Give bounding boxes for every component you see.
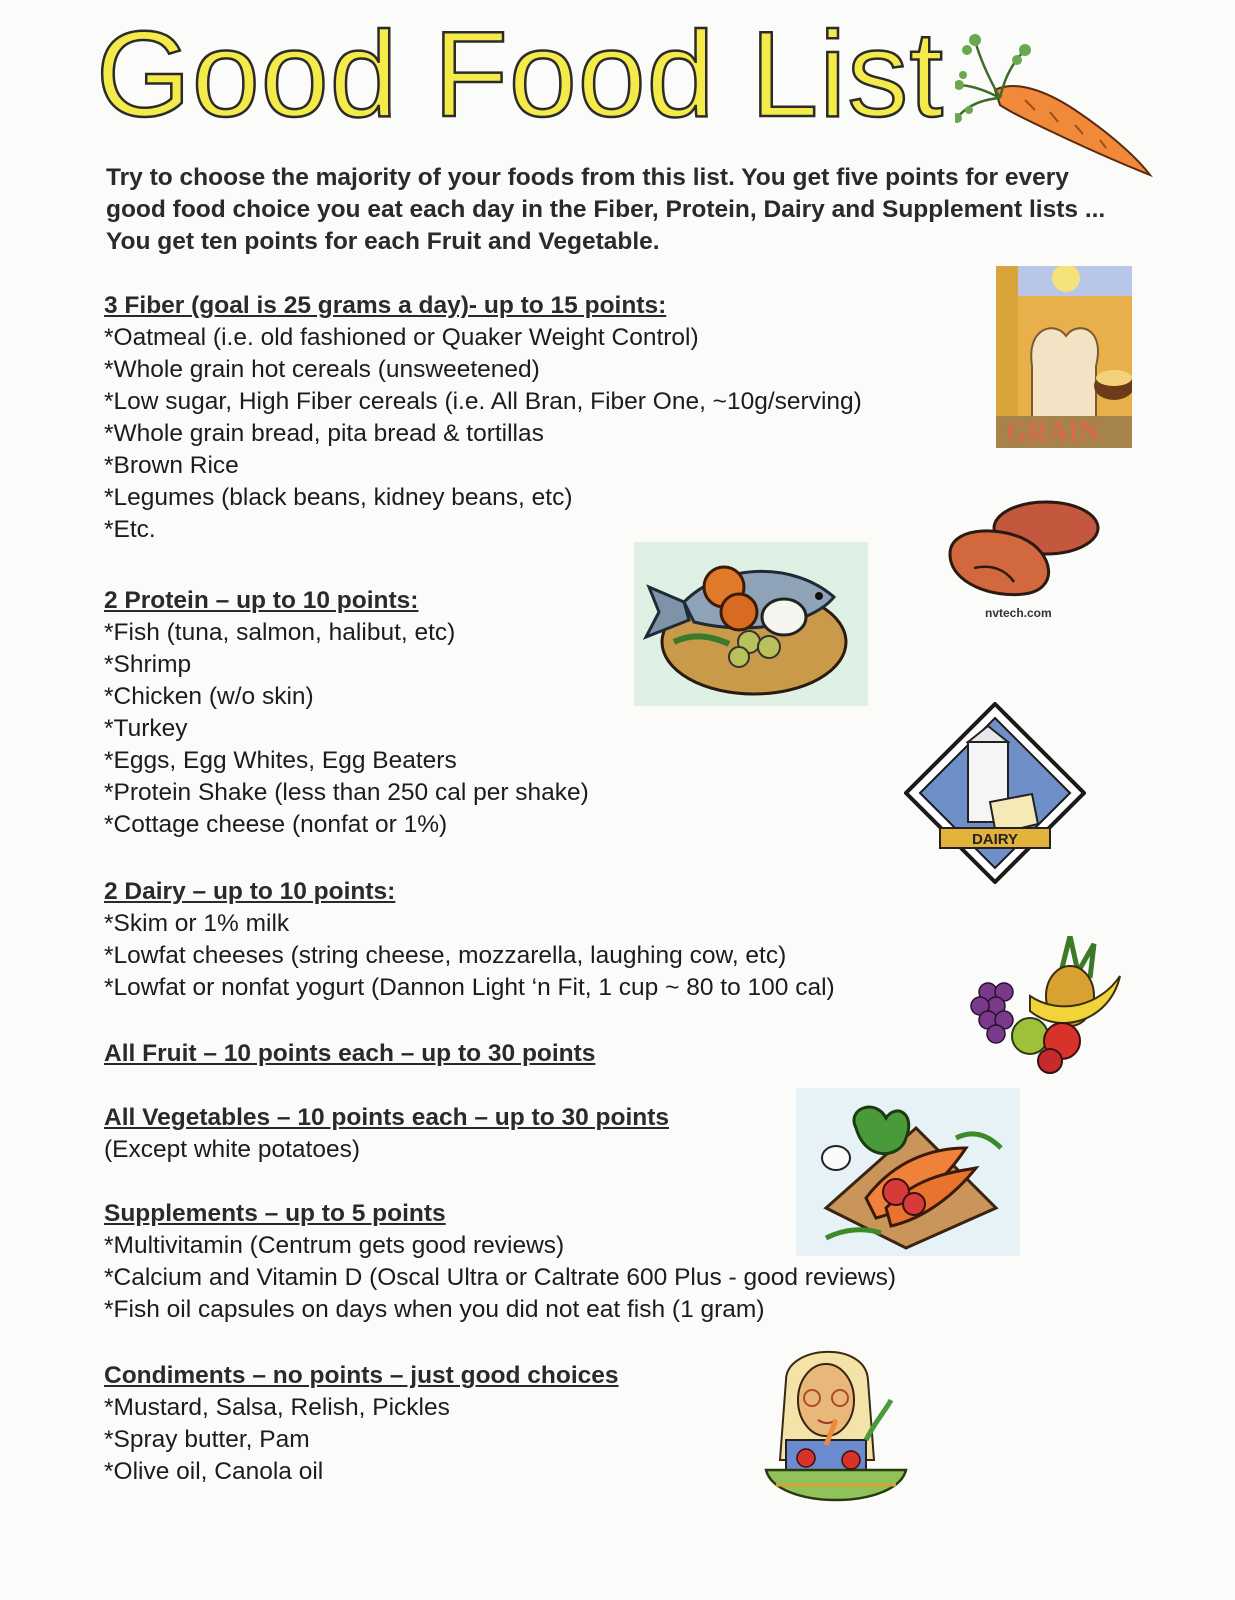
vegetables-section	[104, 1102, 669, 1166]
dairy-section	[104, 876, 835, 1004]
beans-image	[944, 498, 1104, 602]
carrot-icon	[955, 30, 1175, 180]
condiments-heading: Condiments – no points – just good choices	[104, 1362, 619, 1389]
condiments-section	[104, 1360, 619, 1488]
fiber-heading: 3 Fiber (goal is 25 grams a day)- up to 15 points:	[104, 292, 667, 319]
grain-label: GRAIN	[1006, 417, 1100, 448]
fish-plate-image	[634, 542, 868, 706]
list-item: *Oatmeal (i.e. old fashioned or Quaker Weight Control)	[104, 324, 699, 351]
grain-bread-image	[996, 266, 1132, 448]
supplements-heading: Supplements – up to 5 points	[104, 1200, 446, 1227]
vegetables-heading: All Vegetables – 10 points each – up to 30 points	[104, 1104, 670, 1131]
protein-heading: 2 Protein – up to 10 points:	[104, 587, 419, 614]
fruit-image	[970, 936, 1125, 1076]
list-item: *Turkey	[104, 715, 188, 742]
dairy-image	[904, 702, 1086, 884]
list-item: *Protein Shake (less than 250 cal per shake)	[104, 779, 589, 806]
list-item: *Fish (tuna, salmon, halibut, etc)	[104, 619, 456, 646]
page-title: Good Food List	[96, 6, 945, 142]
list-item: *Etc.	[104, 516, 156, 543]
list-item: *Lowfat or nonfat yogurt (Dannon Light ‘n Fit, 1 cup ~ 80 to 100 cal)	[104, 974, 835, 1001]
list-item: *Low sugar, High Fiber cereals (i.e. All Bran, Fiber One, ~10g/serving)	[104, 388, 862, 415]
fruit-heading: All Fruit – 10 points each – up to 30 points	[104, 1040, 596, 1067]
fruit-section	[104, 1038, 595, 1070]
list-item: *Lowfat cheeses (string cheese, mozzarella, laughing cow, etc)	[104, 942, 787, 969]
protein-section	[104, 585, 589, 841]
list-item: *Eggs, Egg Whites, Egg Beaters	[104, 747, 457, 774]
list-item: *Fish oil capsules on days when you did not eat fish (1 gram)	[104, 1296, 765, 1323]
supplements-section	[104, 1198, 896, 1326]
salad-woman-image	[756, 1340, 916, 1522]
dairy-label: DAIRY	[971, 831, 1019, 848]
vegetables-note: (Except white potatoes)	[104, 1136, 361, 1163]
list-item: *Brown Rice	[104, 452, 239, 479]
list-item: *Shrimp	[104, 651, 192, 678]
list-item: *Spray butter, Pam	[104, 1426, 310, 1453]
dairy-heading: 2 Dairy – up to 10 points:	[104, 878, 396, 905]
list-item: *Whole grain bread, pita bread & tortillas	[104, 420, 544, 447]
list-item: *Cottage cheese (nonfat or 1%)	[104, 811, 448, 838]
list-item: *Skim or 1% milk	[104, 910, 290, 937]
vegetables-image	[796, 1088, 1020, 1256]
list-item: *Whole grain hot cereals (unsweetened)	[104, 356, 540, 383]
list-item: *Calcium and Vitamin D (Oscal Ultra or Caltrate 600 Plus - good reviews)	[104, 1264, 897, 1291]
intro-paragraph: Try to choose the majority of your foods from this list. You get five points for every good food choice you eat each day in the Fiber, Protein, Dairy and Supplement lists ... You get ten points for each Fruit and Vegetable.	[106, 164, 1106, 255]
list-item: *Chicken (w/o skin)	[104, 683, 314, 710]
beans-credit: nvtech.com	[985, 606, 1052, 620]
list-item: *Legumes (black beans, kidney beans, etc)	[104, 484, 573, 511]
list-item: *Mustard, Salsa, Relish, Pickles	[104, 1394, 450, 1421]
list-item: *Multivitamin (Centrum gets good reviews)	[104, 1232, 565, 1259]
fiber-section	[104, 290, 862, 546]
list-item: *Olive oil, Canola oil	[104, 1458, 324, 1485]
